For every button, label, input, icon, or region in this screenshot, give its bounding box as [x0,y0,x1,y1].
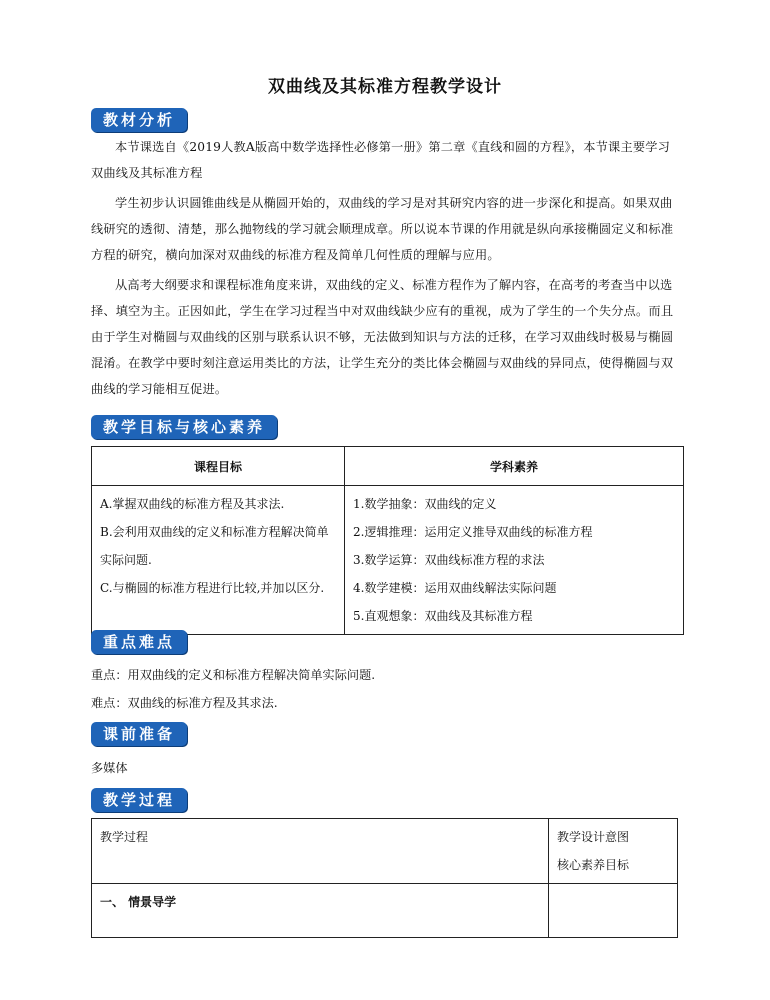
process-step-cell [92,884,549,938]
literacy-item: 5.直观想象：双曲线及其标准方程 [353,609,533,623]
design-intent-header-cell [549,819,678,884]
design-intent-header: 教学设计意图 [557,830,630,844]
goals-table [91,446,684,635]
core-literacy-header: 核心素养目标 [557,858,630,872]
objectives-cell [92,486,345,635]
analysis-paragraph-3: 从高考大纲要求和课程标准角度来讲，双曲线的定义、标准方程作为了解内容，在高考的考查当中以选择、填空为主。正因如此，学生在学习过程当中对双曲线缺少应有的重视，成为了学生的一个失分点。而且由于学生对椭圆与双曲线的区别与联系认识不够，无法做到知识与方法的迁移，在学习双曲线时极易与椭圆混淆。在教学中要时刻注意运用类比的方法，让学生充分的类比体会椭圆与双曲线的异同点，使得椭圆与双曲线的学习能相互促进。 [91,278,674,396]
objective-item: A.掌握双曲线的标准方程及其求法. [100,497,285,511]
objective-item: B.会利用双曲线的定义和标准方程解决简单实际问题. [100,525,329,567]
literacy-item: 4.数学建模：运用双曲线解法实际问题 [353,581,557,595]
section-badge-keypoints: 重点难点 [91,630,187,654]
process-step-title: 一、 情景导学 [100,895,177,909]
process-step-intent-cell [549,884,678,938]
page-title: 双曲线及其标准方程教学设计 [268,77,502,97]
literacy-cell [345,486,684,635]
section-badge-analysis: 教材分析 [91,108,187,132]
section-badge-process: 教学过程 [91,788,187,812]
section-badge-goals: 教学目标与核心素养 [91,415,277,439]
goals-header-objectives: 课程目标 [92,447,345,486]
difficulty-text: 难点：双曲线的标准方程及其求法. [91,696,278,710]
key-point-text: 重点：用双曲线的定义和标准方程解决简单实际问题. [91,668,376,682]
literacy-item: 1.数学抽象：双曲线的定义 [353,497,497,511]
process-header: 教学过程 [100,830,149,844]
literacy-item: 2.逻辑推理：运用定义推导双曲线的标准方程 [353,525,593,539]
goals-header-literacy: 学科素养 [345,447,684,486]
process-header-cell [92,819,549,884]
analysis-paragraph-1: 本节课选自《2019人教A版高中数学选择性必修第一册》第二章《直线和圆的方程》，本节课主要学习双曲线及其标准方程 [91,140,670,180]
section-badge-prep: 课前准备 [91,722,187,746]
literacy-item: 3.数学运算：双曲线标准方程的求法 [353,553,545,567]
process-table [91,818,678,938]
objective-item: C.与椭圆的标准方程进行比较,并加以区分. [100,581,325,595]
prep-text: 多媒体 [91,761,128,775]
analysis-paragraph-2: 学生初步认识圆锥曲线是从椭圆开始的，双曲线的学习是对其研究内容的进一步深化和提高。如果双曲线研究的透彻、清楚，那么抛物线的学习就会顺理成章。所以说本节课的作用就是纵向承接椭圆定义和标准方程的研究，横向加深对双曲线的标准方程及简单几何性质的理解与应用。 [91,196,674,262]
